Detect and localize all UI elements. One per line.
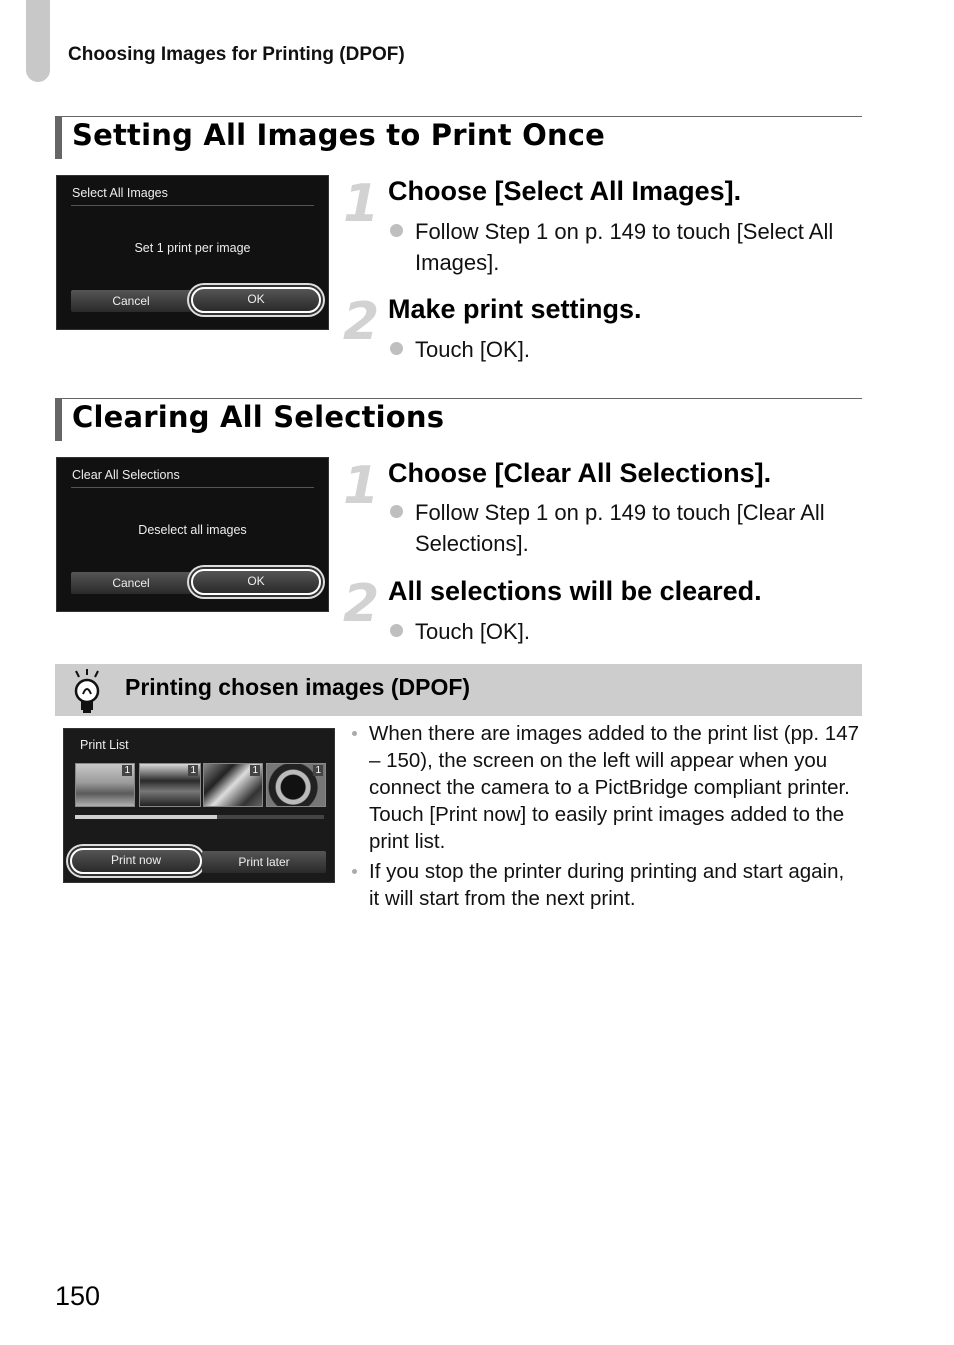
progress-fill: [75, 815, 217, 819]
screen-title: Clear All Selections: [72, 468, 180, 482]
bullet-icon: [390, 505, 403, 518]
step-title: Make print settings.: [388, 294, 642, 324]
print-count-badge: 1: [124, 765, 130, 776]
bullet-icon: [390, 342, 403, 355]
section-bar: [55, 116, 62, 159]
print-now-button[interactable]: Print now: [70, 848, 202, 874]
print-later-button[interactable]: Print later: [202, 851, 326, 873]
bullet-icon: [390, 224, 403, 237]
step-bullet: Follow Step 1 on p. 149 to touch [Clear All Selections].: [415, 500, 825, 556]
thumbnail[interactable]: [266, 763, 326, 807]
step-bullet: Follow Step 1 on p. 149 to touch [Select All Images].: [415, 219, 834, 275]
thumbnail[interactable]: [75, 763, 135, 807]
step-title: Choose [Clear All Selections].: [388, 458, 772, 488]
tip-bullet: If you stop the printer during printing and start again, it will start from the next print.: [369, 860, 845, 910]
screen-divider: [71, 487, 314, 488]
section-title: Clearing All Selections: [72, 400, 445, 434]
tip-title: Printing chosen images (DPOF): [125, 674, 471, 700]
thumbnail[interactable]: [203, 763, 263, 807]
camera-screen-select-all: [56, 175, 329, 330]
progress-track: [75, 815, 324, 819]
step-title: All selections will be cleared.: [388, 576, 762, 606]
screen-divider: [71, 205, 314, 206]
step-title: Choose [Select All Images].: [388, 176, 742, 206]
camera-screen-clear-all: [56, 457, 329, 612]
step-number: 1: [343, 174, 380, 234]
section-title: Setting All Images to Print Once: [72, 118, 606, 152]
bullet-icon: [352, 869, 357, 874]
section-rule: [55, 398, 862, 399]
bullet-icon: [390, 624, 403, 637]
step-number: 2: [343, 574, 380, 634]
side-tab: [26, 0, 50, 82]
cancel-button[interactable]: Cancel: [71, 290, 191, 312]
screen-title: Print List: [80, 738, 129, 752]
screen-message: Set 1 print per image: [134, 241, 251, 255]
lightbulb-icon: [70, 668, 104, 714]
camera-screen-print-list: [63, 728, 335, 883]
print-count-badge: 1: [252, 765, 258, 776]
print-count-badge: 1: [190, 765, 196, 776]
print-count-badge: 1: [315, 765, 321, 776]
step-number: 1: [343, 456, 380, 516]
step-bullet: Touch [OK].: [415, 619, 530, 644]
step-bullet: Touch [OK].: [415, 337, 530, 362]
section-rule: [55, 116, 862, 117]
ok-button[interactable]: OK: [191, 569, 321, 595]
page-number: 150: [55, 1281, 101, 1311]
screen-message: Deselect all images: [138, 523, 247, 537]
screen-title: Select All Images: [72, 186, 168, 200]
thumbnail[interactable]: [139, 763, 201, 807]
ok-button[interactable]: OK: [191, 287, 321, 313]
bullet-icon: [352, 731, 357, 736]
section-bar: [55, 398, 62, 441]
tip-bullet: When there are images added to the print list (pp. 147 – 150), the screen on the left will appear when you connect the camera to a PictBridge compliant printer. Touch [Print now] to easily print images added to the print list.: [369, 722, 860, 853]
cancel-button[interactable]: Cancel: [71, 572, 191, 594]
running-head: Choosing Images for Printing (DPOF): [68, 44, 405, 65]
step-number: 2: [343, 292, 380, 352]
